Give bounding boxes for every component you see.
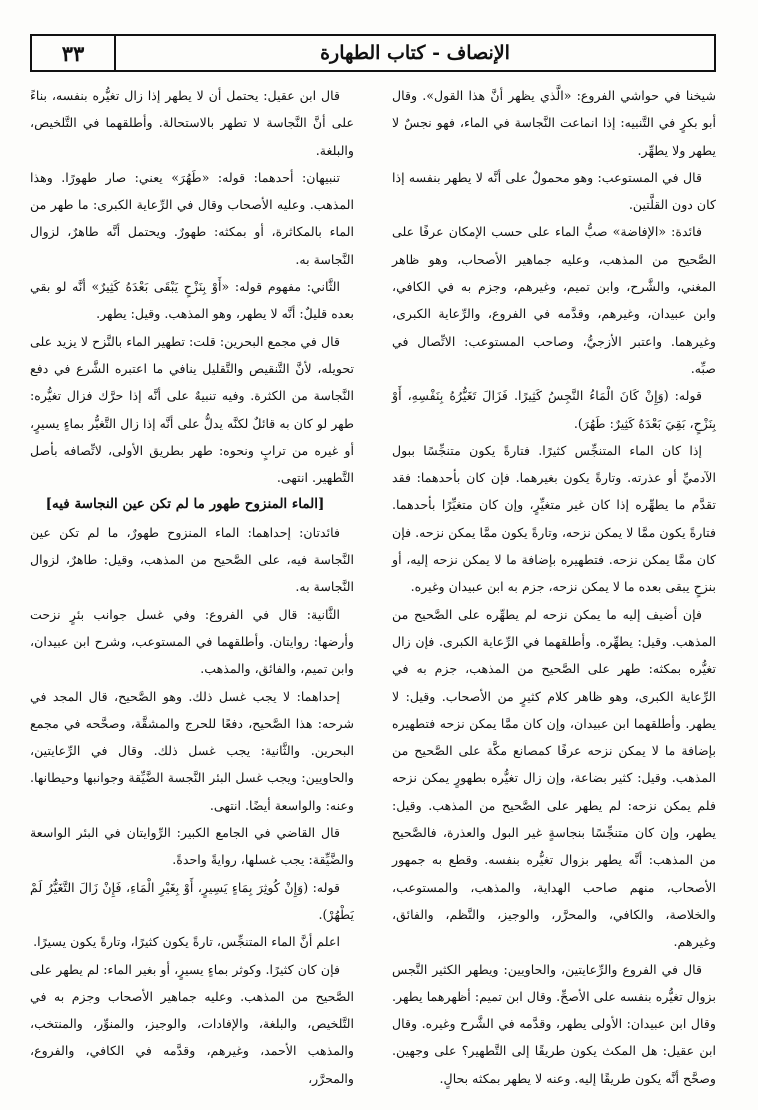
running-title: الإنصاف - كتاب الطهارة <box>320 42 510 64</box>
paragraph: إحداهما: لا يجب غسل ذلك. وهو الصَّحيح، قال المجد في شرحه: هذا الصَّحيح، دفعًا للحرج والمشقَّة، وصحَّحه في مجمع البحرين. والثَّانية: يجب غسل ذلك. وقال في الرِّعايتين، والحاويين: ويجب غسل البئر النَّجسة الضَّيِّقة وجوانبها وحيطانها. وعنه: والواسعة أيضًا. انتهى. <box>30 688 354 813</box>
page-header <box>30 34 716 72</box>
paragraph: قال القاضي في الجامع الكبير: الرِّوايتان في البئر الواسعة والضَّيِّقة: يجب غسلها، روايةً واحدةً. <box>30 825 354 868</box>
paragraph: شيخنا في حواشي الفروع: «الَّذي يظهر أنَّ هذا القول». وقال أبو بكرٍ في التَّنبيه: إذا انماعت النَّجاسة في الماء، فهو نجسٌ لا يطهر ولا يطهِّر. <box>392 88 716 158</box>
paragraph: قال في الفروع والرِّعايتين، والحاويين: ويطهر الكثير النَّجس بزوال تغيُّره بنفسه على الأصحِّ. وقال ابن تميم: أظهرهما يطهر. وقال ابن عبيدان: الأولى يطهر، وقدَّمه في الشَّرح وغيره. وقال ابن عقيل: هل المكث يكون طريقًا إلى التَّطهير؟ على وجهين. وصحَّح أنَّه يكون طريقًا إليه. وعنه لا يطهر بمكثه بحالٍ. <box>392 961 716 1086</box>
paragraph: فإن أضيف إليه ما يمكن نزحه لم يطهِّره على الصَّحيح من المذهب. وقيل: يطهِّره. وأطلقهما في الرِّعاية الكبرى. فإن زال تغيُّره بمكثه: طهر على الصَّحيح من المذهب، جزم به في الرِّعاية الكبرى، وهو ظاهر كلام كثيرٍ من الأصحاب. وقيل: لا يطهر. وأطلقهما ابن عبيدان، وإن كان ممَّا يمكن نزحه فتطهيره بإضافة ما لا يمكن نزحه عرفًا كمصانع مكَّة على الصَّحيح من المذهب. وقيل: كثير بضاعة، وإن زال تغيُّره بطهورٍ يمكن نزحه فلم يمكن نزحه: لم يطهر على الصَّحيح من المذهب. وقيل: يطهر، وإن كان متنجِّسًا بنجاسةٍ غير البول والعذرة، فالصَّحيح من المذهب: أنَّه يطهر بزوال تغيُّره بنفسه. وقطع به جمهور الأصحاب، منهم صاحب الهداية، والمذهب، والمستوعب، والخلاصة، والكافي، والمحرَّر، والوجيز، والنَّظم، والفائق، وغيرهم. <box>392 606 716 950</box>
paragraph: قال ابن عقيل: يحتمل أن لا يطهر إذا زال تغيُّره بنفسه، بناءً على أنَّ النَّجاسة لا تطهر بالاستحالة. وأطلقهما في التَّلخيص، والبلغة. <box>30 88 354 158</box>
section-heading: [الماء المنزوح طهور ما لم تكن عين النجاسة فيه] <box>45 496 325 513</box>
left-column <box>30 82 354 1086</box>
page-number: ٣٣ <box>32 36 116 70</box>
paragraph: فائدتان: إحداهما: الماء المنزوح طهورٌ، ما لم تكن عين النَّجاسة فيه، على الصَّحيح من المذهب، وقيل: طاهرٌ، لزوال النَّجاسة به. <box>30 524 354 595</box>
paragraph: فإن كان كثيرًا. وكوثر بماءٍ يسيرٍ، أو بغير الماء: لم يطهر على الصَّحيح من المذهب. وعليه جماهير الأصحاب وجزم به في التَّلخيص، والبلغة، والإفادات، والوجيز، والمنوِّر، والمنتخب، والمذهب الأحمد، وغيرهم، وقدَّمه في الكافي، والفروع، والمحرَّر، <box>30 961 354 1086</box>
paragraph: إذا كان الماء المتنجِّس كثيرًا. فتارةً يكون متنجِّسًا ببول الآدميِّ أو عذرته. وتارةً يكون بغيرهما. فإن كان بأحدهما: فقد تقدَّم ما يطهِّره إذا كان غير متغيِّرٍ، وإن كان متغيِّرًا بأحدهما. فتارةً يكون ممَّا لا يمكن نزحه، وتارةً يكون ممَّا يمكن نزحه. فإن كان ممَّا يمكن نزحه. فتطهيره بإضافة ما لا يمكن نزحه إليه، أو بنزحٍ يبقى بعده ما لا يمكن نزحه، جزم به ابن عبيدان وغيره. <box>392 442 716 595</box>
paragraph: فائدة: «الإفاضة» صبُّ الماء على حسب الإمكان عرفًا على الصَّحيح من المذهب، وعليه جماهير الأصحاب، وهو ظاهر المغني، والشَّرح، وابن تميم، وغيرهم، وجزم به في الكافي، وابن عبيدان، وغيرهم، وقدَّمه في الفروع، والرِّعاية الكبرى، وغيرهما. واعتبر الأزجيُّ، وصاحب المستوعب: الاتِّصال في صبِّه. <box>392 224 716 376</box>
paragraph: اعلم أنَّ الماء المتنجِّس، تارةً يكون كثيرًا، وتارةً يكون يسيرًا. <box>33 934 340 950</box>
paragraph: الثَّاني: مفهوم قوله: «أَوْ بِنَزْحٍ يَبْقَى بَعْدَهُ كَثِيرٌ» أنَّه لو بقي بعده قليلٌ: أنَّه لا يطهر، وهو المذهب. وقيل: يطهر. <box>30 279 354 322</box>
paragraph: قوله: (وَإِنْ كَانَ الْمَاءُ النَّجِسُ كَثِيرًا. فَزَالَ تَغَيُّرُهُ بِنَفْسِهِ، أَوْ بِنَزْحٍ، بَقِيَ بَعْدَهُ كَثِيرٌ: طَهُرَ). <box>392 388 716 431</box>
paragraph: الثَّانية: قال في الفروع: وفي غسل جوانب بئرٍ نزحت وأرضها: روايتان. وأطلقهما في المستوعب، وشرح ابن عبيدان، وابن تميم، والفائق، والمذهب. <box>30 606 354 677</box>
paragraph: قال في المستوعب: وهو محمولٌ على أنَّه لا يطهر بنفسه إذا كان دون القلَّتين. <box>392 169 716 213</box>
paragraph: تنبيهان: أحدهما: قوله: «طَهُرَ» يعني: صار طهورًا. وهذا المذهب. وعليه الأصحاب وقال في الرِّعاية الكبرى: ما طهر من الماء بالمكاثرة، أو بمكثه: طهورٌ. ويحتمل أنَّه طاهرٌ، لزوال النَّجاسة به. <box>30 169 354 267</box>
paragraph: قوله: (وَإِنْ كُوثِرَ بِمَاءٍ يَسِيرٍ، أَوْ بِغَيْرِ الْمَاءِ، فَإِنْ زَالَ التَّغَيُّرُ لَمْ يَطْهُرْ). <box>30 879 354 922</box>
page-frame <box>30 34 716 1086</box>
paragraph: قال في مجمع البحرين: قلت: تطهير الماء بالنَّزح لا يزيد على تحويله، لأنَّ التَّنقيص والتَّقليل ينافي ما اعتبره الشَّرع في دفع النَّجاسة من الكثرة. وفيه تنبيهٌ على أنَّه إذا حرَّك فزال تغيُّره: طهر لو كان به قائلٌ لكنَّه يدلُّ على أنَّه إذا زال التَّغيُّر بماءٍ يسيرٍ، أو غيره من ترابٍ ونحوه: طهر بطريق الأولى، لاتِّصافه بأصل التَّطهير. انتهى. <box>30 333 354 486</box>
right-column <box>392 82 716 1086</box>
